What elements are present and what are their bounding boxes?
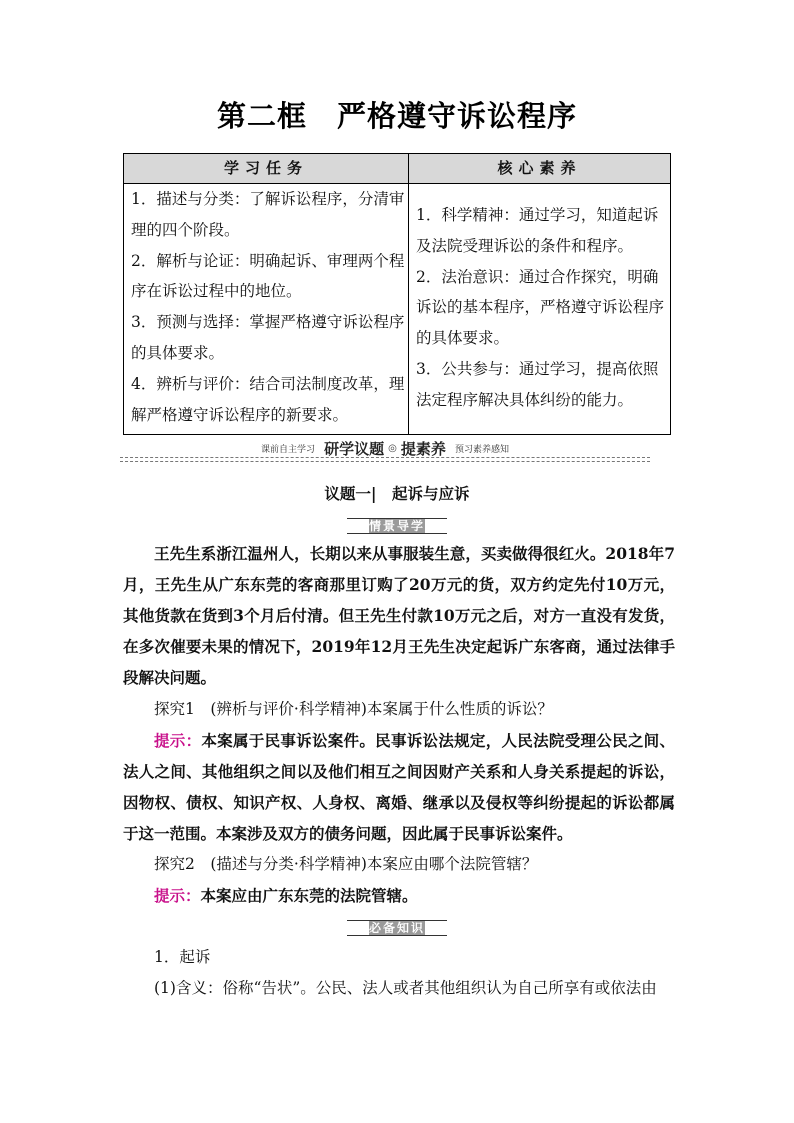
question-1-text: 探究1 (辨析与评价·科学精神)本案属于什么性质的诉讼？ bbox=[154, 700, 553, 718]
learning-tasks-header: 学习任务 bbox=[124, 154, 409, 184]
scenario-tag bbox=[0, 515, 794, 533]
learning-task-item: 1．描述与分类：了解诉讼程序，分清审理的四个阶段。 bbox=[131, 190, 405, 239]
learning-task-item: 3．预测与选择：掌握严格遵守诉讼程序的具体要求。 bbox=[131, 313, 405, 362]
knowledge-tag-label: 必备知识 bbox=[369, 920, 426, 935]
banner-dot-icon: ◎ bbox=[388, 443, 397, 454]
objectives-table bbox=[123, 153, 671, 435]
knowledge-text: (1)含义：俗称“告状”。公民、法人或者其他组织认为自己所享有或依法由 bbox=[154, 979, 657, 997]
hint-label: 提示： bbox=[154, 886, 201, 905]
question-1 bbox=[123, 694, 675, 725]
banner-title-left: 研学议题 bbox=[324, 440, 385, 458]
scenario-tag-label: 情景导学 bbox=[369, 518, 426, 533]
column-divider bbox=[408, 154, 409, 434]
core-literacy-header: 核心素养 bbox=[409, 154, 670, 184]
banner-right-caption: 预习素养感知 bbox=[454, 445, 509, 455]
core-literacy-item: 1．科学精神：通过学习，知道起诉及法院受理诉讼的条件和程序。 bbox=[416, 206, 659, 255]
scenario-paragraph: 王先生系浙江温州人，长期以来从事服装生意，买卖做得很红火。2018年7月，王先生从广东东莞的客商那里订购了20万元的货，双方约定先付10万元，其他货款在货到3个月后付清。但王先生付款10万元之后，对方一直没有发货，在多次催要未果的情况下，2019年12月王先生决定起诉广东客商，通过法律手段解决问题。 bbox=[123, 544, 675, 687]
banner-title-right: 提素养 bbox=[400, 440, 446, 458]
core-literacy-item: 3．公共参与：通过学习，提高依照法定程序解决具体纠纷的能力。 bbox=[416, 359, 659, 409]
question-2 bbox=[123, 849, 675, 880]
answer-2 bbox=[123, 880, 675, 911]
learning-task-item: 2．解析与论证：明确起诉、审理两个程序在诉讼过程中的地位。 bbox=[131, 251, 405, 301]
answer-1 bbox=[123, 725, 675, 849]
answer-1-text: 本案属于民事诉讼案件。民事诉讼法规定，人民法院受理公民之间、法人之间、其他组织之间以及他们相互之间因财产关系和人身关系提起的诉讼，因物权、债权、知识产权、人身权、离婚、继承以及侵权等纠纷提起的诉讼都属于这一范围。本案涉及双方的债务问题，因此属于民事诉讼案件。 bbox=[123, 731, 675, 843]
answer-2-text: 本案应由广东东莞的法院管辖。 bbox=[200, 886, 418, 905]
topic-heading: 议题一| 起诉与应诉 bbox=[324, 484, 470, 503]
core-literacy-list bbox=[416, 200, 666, 416]
hint-label: 提示： bbox=[154, 731, 202, 750]
section-banner bbox=[120, 438, 650, 464]
knowledge-tag bbox=[0, 917, 794, 935]
page-title: 第二框 严格遵守诉讼程序 bbox=[216, 99, 577, 133]
core-literacy-item: 2．法治意识：通过合作探究，明确诉讼的基本程序，严格遵守诉讼程序的具体要求。 bbox=[416, 267, 665, 348]
question-2-text: 探究2 (描述与分类·科学精神)本案应由哪个法院管辖？ bbox=[154, 855, 538, 873]
banner-left-caption: 课前自主学习 bbox=[261, 445, 316, 455]
knowledge-heading: 1．起诉 bbox=[154, 948, 211, 966]
learning-task-item: 4．辨析与评价：结合司法制度改革，理解严格遵守诉讼程序的新要求。 bbox=[131, 374, 405, 424]
learning-tasks-list bbox=[131, 184, 406, 430]
banner-rule bbox=[120, 457, 650, 462]
